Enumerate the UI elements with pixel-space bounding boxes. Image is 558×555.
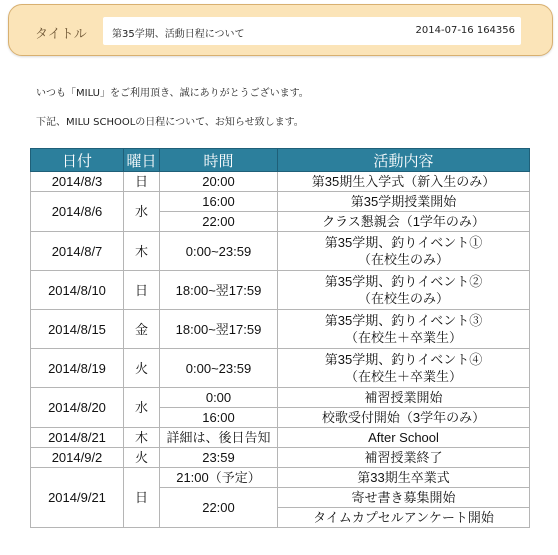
table-row [31, 388, 530, 408]
cell-activity: 第33期生卒業式 [278, 468, 530, 488]
activity-line-2: （在校生＋卒業生） [344, 369, 462, 384]
cell-time: 16:00 [160, 408, 278, 428]
cell-activity: 第35学期授業開始 [278, 192, 530, 212]
cell-activity: タイムカプセルアンケート開始 [278, 508, 530, 528]
cell-activity [278, 349, 530, 388]
cell-time: 22:00 [160, 488, 278, 528]
cell-date: 2014/8/20 [31, 388, 124, 428]
cell-time: 20:00 [160, 172, 278, 192]
cell-activity: 第35期生入学式（新入生のみ） [278, 172, 530, 192]
cell-date: 2014/9/21 [31, 468, 124, 528]
activity-line-1: 第35学期、釣りイベント④ [324, 352, 483, 367]
cell-time: 0:00 [160, 388, 278, 408]
table-row [31, 271, 530, 310]
cell-date: 2014/8/19 [31, 349, 124, 388]
header-date: 日付 [31, 149, 124, 172]
cell-date: 2014/8/21 [31, 428, 124, 448]
message-datetime: 2014-07-16 164356 [415, 25, 515, 36]
cell-day: 日 [124, 468, 160, 528]
activity-line-2: （在校生＋卒業生） [344, 330, 462, 345]
cell-day: 火 [124, 349, 160, 388]
cell-time: 0:00~23:59 [160, 349, 278, 388]
table-row [31, 428, 530, 448]
cell-activity: After School [278, 428, 530, 448]
title-field [103, 17, 521, 45]
cell-time: 23:59 [160, 448, 278, 468]
cell-activity [278, 232, 530, 271]
cell-time: 18:00~翌17:59 [160, 271, 278, 310]
cell-activity: クラス懇親会（1学年のみ） [278, 212, 530, 232]
table-row [31, 448, 530, 468]
table-row [31, 310, 530, 349]
cell-day: 水 [124, 388, 160, 428]
title-label: タイトル [35, 27, 87, 42]
activity-line-1: 第35学期、釣りイベント③ [324, 313, 483, 328]
cell-date: 2014/8/7 [31, 232, 124, 271]
table-row [31, 172, 530, 192]
cell-activity: 補習授業終了 [278, 448, 530, 468]
cell-activity: 補習授業開始 [278, 388, 530, 408]
table-row [31, 349, 530, 388]
cell-activity: 寄せ書き募集開始 [278, 488, 530, 508]
table-row [31, 468, 530, 488]
cell-activity [278, 271, 530, 310]
cell-date: 2014/8/6 [31, 192, 124, 232]
cell-time: 詳細は、後日告知 [160, 428, 278, 448]
cell-day: 火 [124, 448, 160, 468]
title-bar [8, 4, 553, 56]
cell-date: 2014/8/10 [31, 271, 124, 310]
activity-line-2: （在校生のみ） [357, 252, 449, 267]
table-header-row [31, 149, 530, 172]
header-day: 曜日 [124, 149, 160, 172]
cell-day: 木 [124, 232, 160, 271]
header-time: 時間 [160, 149, 278, 172]
cell-day: 日 [124, 172, 160, 192]
message-subject: 第35学期、活動日程について [112, 29, 245, 40]
cell-day: 水 [124, 192, 160, 232]
header-activity: 活動内容 [278, 149, 530, 172]
cell-date: 2014/9/2 [31, 448, 124, 468]
cell-time: 0:00~23:59 [160, 232, 278, 271]
activity-line-1: 第35学期、釣りイベント② [324, 274, 483, 289]
cell-date: 2014/8/15 [31, 310, 124, 349]
cell-day: 木 [124, 428, 160, 448]
table-row [31, 192, 530, 212]
cell-time: 22:00 [160, 212, 278, 232]
cell-time: 18:00~翌17:59 [160, 310, 278, 349]
table-row [31, 232, 530, 271]
intro-line-2: 下記、MILU SCHOOLの日程について、お知らせ致します。 [36, 117, 304, 128]
intro-line-1: いつも「MILU」をご利用頂き、誠にありがとうございます。 [36, 88, 309, 99]
cell-day: 日 [124, 271, 160, 310]
cell-date: 2014/8/3 [31, 172, 124, 192]
schedule-table [30, 148, 530, 528]
cell-day: 金 [124, 310, 160, 349]
cell-time: 21:00（予定） [160, 468, 278, 488]
activity-line-1: 第35学期、釣りイベント① [324, 235, 483, 250]
cell-activity [278, 310, 530, 349]
cell-activity: 校歌受付開始（3学年のみ） [278, 408, 530, 428]
cell-time: 16:00 [160, 192, 278, 212]
activity-line-2: （在校生のみ） [357, 291, 449, 306]
